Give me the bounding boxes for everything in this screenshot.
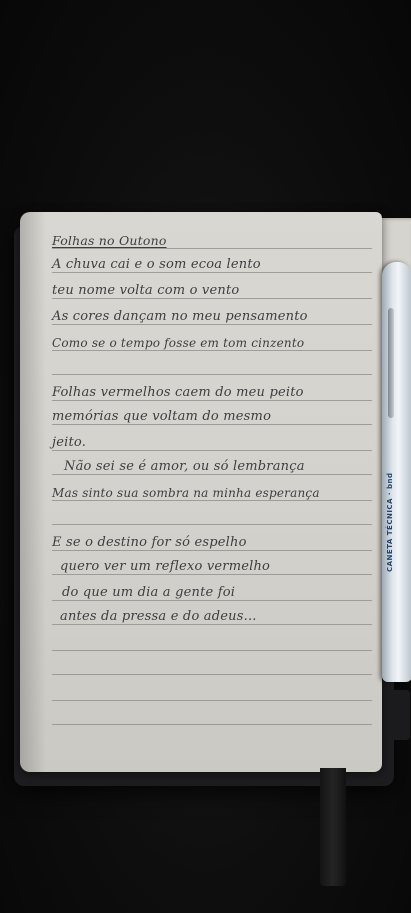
poem-line: antes da pressa e do adeus...: [60, 609, 257, 624]
rule-line: [52, 674, 372, 675]
poem-line: Folhas vermelhos caem do meu peito: [52, 385, 304, 400]
pen: [382, 262, 411, 682]
rule-line: [52, 474, 372, 475]
pen-clip: [388, 308, 394, 418]
poem-line: Mas sinto sua sombra na minha esperança: [52, 486, 320, 500]
rule-line: [52, 424, 372, 425]
rule-line: [52, 298, 372, 299]
poem-line: do que um dia a gente foi: [62, 585, 236, 600]
poem-line: Não sei se é amor, ou só lembrança: [64, 459, 305, 474]
rule-line: [52, 700, 372, 701]
rule-line: [52, 524, 372, 525]
rule-line: [52, 350, 372, 351]
rule-line: [52, 550, 372, 551]
poem-line: As cores dançam no meu pensamento: [52, 309, 308, 324]
poem-line: jeito.: [52, 435, 87, 450]
poem-line: memórias que voltam do mesmo: [52, 409, 272, 424]
rule-line: [52, 724, 372, 725]
rule-line: [52, 324, 372, 325]
page-shadow: [20, 212, 46, 772]
poem-line: quero ver um reflexo vermelho: [60, 559, 271, 574]
poem-line: teu nome volta com o vento: [52, 283, 240, 298]
poem-line: Como se o tempo fosse em tom cinzento: [52, 336, 305, 350]
rule-line: [52, 248, 372, 249]
rule-line: [52, 574, 372, 575]
notebook-page: [20, 212, 382, 772]
bookmark-ribbon: [320, 768, 346, 886]
rule-line: [52, 624, 372, 625]
poem-title: Folhas no Outono: [52, 233, 167, 248]
rule-line: [52, 400, 372, 401]
rule-line: [52, 650, 372, 651]
poem-line: E se o destino for só espelho: [52, 535, 247, 550]
pen-grip: [388, 690, 410, 740]
rule-line: [52, 500, 372, 501]
poem-line: A chuva cai e o som ecoa lento: [52, 257, 261, 272]
pen-label: CANETA TÉCNICA · bnd: [386, 472, 394, 572]
rule-line: [52, 374, 372, 375]
rule-line: [52, 272, 372, 273]
rule-line: [52, 600, 372, 601]
rule-line: [52, 450, 372, 451]
